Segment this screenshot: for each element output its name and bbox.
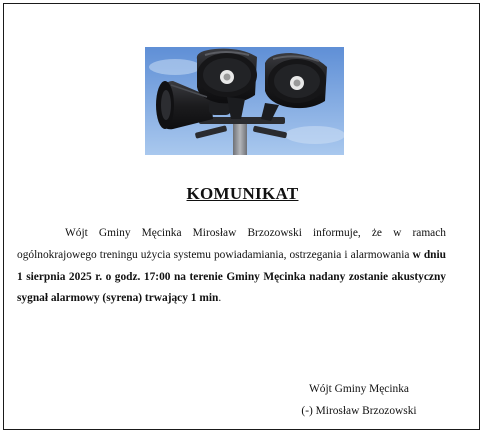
announcement-page xyxy=(3,3,480,430)
announcement-intro: Wójt Gminy Męcinka Mirosław Brzozowski informuje, że w ramach ogólnokrajowego treningu użycia systemu powiadamiania, ostrzegania i alarmowania xyxy=(17,227,446,261)
announcement-title: KOMUNIKAT xyxy=(186,184,299,203)
signature-block xyxy=(284,379,434,422)
announcement-body xyxy=(17,223,446,310)
siren-photo xyxy=(145,47,344,155)
announcement-emphasis: w dniu 1 sierpnia 2025 r. o godz. 17:00 na terenie Gminy Męcinka nadany zostanie akustyczny sygnał alarmowy (syrena) trwający 1 min xyxy=(17,248,447,305)
signature-name: (-) Mirosław Brzozowski xyxy=(301,404,417,417)
signature-role: Wójt Gminy Męcinka xyxy=(309,383,409,395)
announcement-ending: . xyxy=(218,292,222,305)
